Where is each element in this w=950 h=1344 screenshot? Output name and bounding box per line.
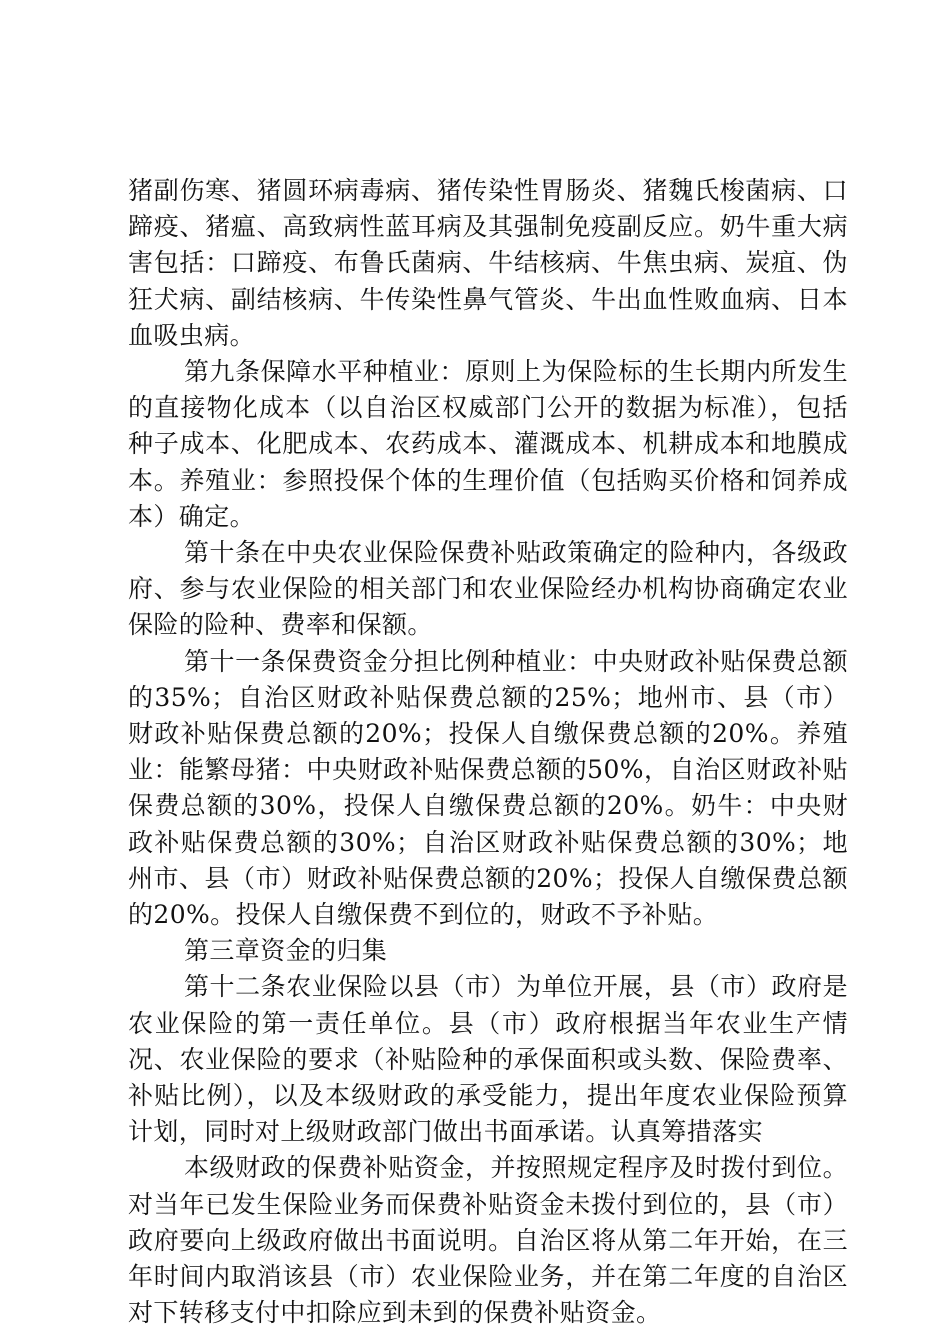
paragraph-article-10: 第十条在中央农业保险保费补贴政策确定的险种内，各级政府、参与农业保险的相关部门和农业保险经办机构协商确定农业保险的险种、费率和保额。 [128,538,848,640]
paragraph-article-9: 第九条保障水平种植业：原则上为保险标的生长期内所发生的直接物化成本（以自治区权威部门公开的数据为标准），包括种子成本、化肥成本、农药成本、灌溉成本、机耕成本和地膜成本。养殖业：参照投保个体的生理价值（包括购买价格和饲养成本）确定。 [128,357,848,531]
chapter-heading: 第三章资金的归集 [184,936,388,966]
document-body [128,173,848,1332]
paragraph-article-11: 第十一条保费资金分担比例种植业：中央财政补贴保费总额的35%；自治区财政补贴保费总额的25%；地州市、县（市）财政补贴保费总额的20%；投保人自缴保费总额的20%。养殖业：能繁母猪：中央财政补贴保费总额的50%，自治区财政补贴保费总额的30%，投保人自缴保费总额的20%。奶牛：中央财政补贴保费总额的30%；自治区财政补贴保费总额的30%；地州市、县（市）财政补贴保费总额的20%；投保人自缴保费总额的20%。投保人自缴保费不到位的，财政不予补贴。 [128,646,848,930]
paragraph-article-12: 第十二条农业保险以县（市）为单位开展，县（市）政府是农业保险的第一责任单位。县（市）政府根据当年农业生产情况、农业保险的要求（补贴险种的承保面积或头数、保险费率、补贴比例），以及本级财政的承受能力，提出年度农业保险预算计划，同时对上级财政部门做出书面承诺。认真筹措落实 [128,972,848,1147]
paragraph-article-12-continued: 本级财政的保费补贴资金，并按照规定程序及时拨付到位。对当年已发生保险业务而保费补贴资金未拨付到位的，县（市）政府要向上级政府做出书面说明。自治区将从第二年开始，在三年时间内取消该县（市）农业保险业务，并在第二年度的自治区对下转移支付中扣除应到未到的保费补贴资金。 [128,1153,848,1328]
paragraph-disease-list: 猪副伤寒、猪圆环病毒病、猪传染性胃肠炎、猪魏氏梭菌病、口蹄疫、猪瘟、高致病性蓝耳病及其强制免疫副反应。奶牛重大病害包括：口蹄疫、布鲁氏菌病、牛结核病、牛焦虫病、炭疽、伪狂犬病、副结核病、牛传染性鼻气管炎、牛出血性败血病、日本血吸虫病。 [128,176,848,350]
